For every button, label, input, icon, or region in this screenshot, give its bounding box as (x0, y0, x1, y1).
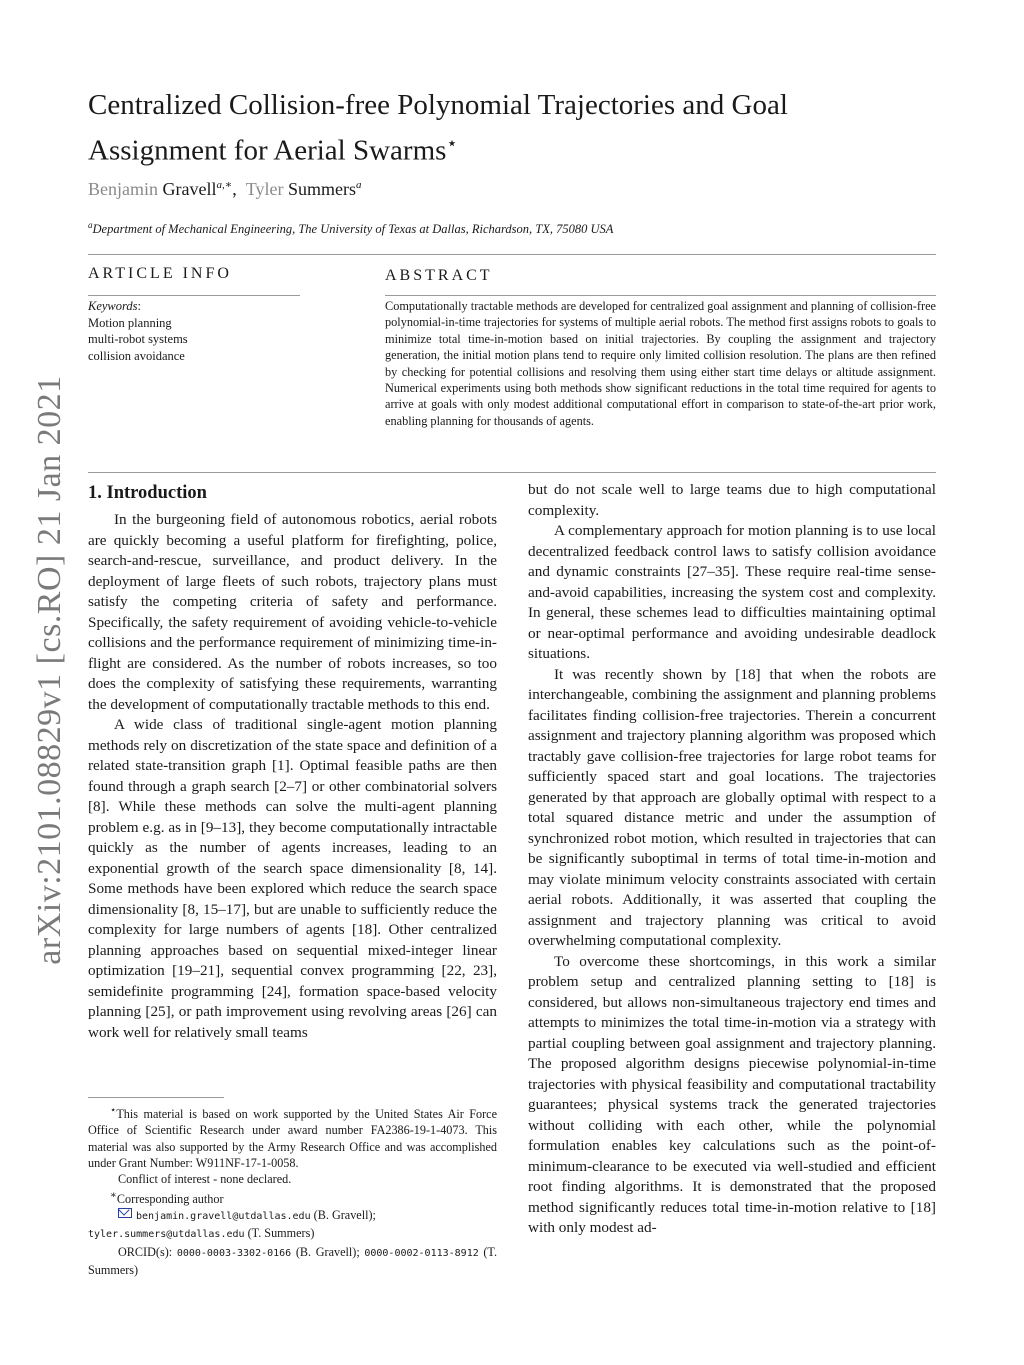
article-info-heading: ARTICLE INFO (88, 265, 232, 282)
email-icon (118, 1208, 132, 1218)
abstract-text: Computationally tractable methods are developed for centralized goal assignment and planning of collision-free polynomial-in-time trajectories for systems of multiple aerial robots. The method first assigns robots to goals to minimize total time-in-motion based on initial trajectories. By coupling the assignment and trajectory generation, the initial motion plans tend to require only limited collision resolution. The plans are then refined by checking for potential collisions and resolving them using either start time delays or altitude assignment. Numerical experiments using both methods show significant reductions in the total time required for agents to arrive at goals with only modest additional computational effort in comparison to state-of-the-art prior work, enabling planning for thousands of agents. (385, 299, 936, 428)
keyword-item: Motion planning (88, 315, 172, 330)
author-1-family-name: Gravell (162, 179, 217, 199)
footnote-divider (88, 1097, 224, 1098)
funding-footnote (88, 1103, 497, 1171)
paragraph: but do not scale well to large teams due to high computational complexity. (528, 481, 936, 519)
conflict-footnote: Conflict of interest - none declared. (118, 1172, 292, 1187)
paper-title (88, 86, 948, 170)
author-2-family-name: Summers (287, 179, 356, 199)
title-line-1: Centralized Collision-free Polynomial Trajectories and Goal (88, 89, 788, 121)
author-separator: , (232, 179, 237, 199)
keywords-block: Keywords: Motion planning multi-robot systems collision avoidance (88, 299, 188, 363)
email-link-summers[interactable]: tyler.summers@utdallas.edu (88, 1229, 245, 1241)
arxiv-identifier-stamp: arXiv:2101.08829v1 [cs.RO] 21 Jan 2021 (31, 375, 68, 965)
affiliation (88, 220, 613, 237)
email-footnote (88, 1207, 497, 1225)
email-link-gravell[interactable]: benjamin.gravell@utdallas.edu (136, 1210, 311, 1222)
email-owner-summers: (T. Summers) (247, 1226, 315, 1241)
funding-footnote-mark: ⋆ (110, 1105, 117, 1116)
author-1-affiliation-mark: a,∗ (216, 179, 233, 191)
funding-footnote-text: This material is based on work supported by the United States Air Force Office of Scientific Research under award number FA2386-19-1-4073. This material was also supported by the Army Research Office and was accomplished under Grant Number: W911NF-17-1-0058. (88, 1107, 497, 1170)
paragraph: It was recently shown by [18] that when the robots are interchangeable, combining the assignment and planning problems facilitates finding collision-free trajectories. Therein a concurrent assignment and trajectory planning algorithm was proposed which tractably gave collision-free trajectories for large robot teams for sufficiently spaced start and goal locations. The trajectories generated by that approach are globally optimal with respect to a total squared distance metric and under the assumption of synchronized robot motion, which resulted in trajectories that can be significantly suboptimal in terms of total time-in-motion and may violate minimum velocity constraints associated with certain aerial robots. Additionally, it was asserted that coupling the assignment and trajectory planning was critical to avoid overwhelming computational complexity. (528, 665, 936, 949)
author-1-given-name: Benjamin (88, 179, 158, 199)
keyword-item: multi-robot systems (88, 332, 188, 346)
title-footnote-mark: ⋆ (446, 133, 458, 153)
email-owner-gravell: (B. Gravell); (313, 1207, 376, 1222)
paragraph: A complementary approach for motion planning is to use local decentralized feedback control laws to satisfy collision avoidance and dynamic constraints [27–35]. These require real-time sense-and-avoid capabilities, increasing the system cost and complexity. In general, these schemes lead to difficulties maintaining optimal or near-optimal performance and avoiding undesirable deadlock situations. (528, 522, 936, 662)
section-heading-introduction: 1. Introduction (88, 483, 207, 503)
paragraph: To overcome these shortcomings, in this work a similar problem setup and centralized planning setting to [18] is considered, but allows non-simultaneous trajectory end times and attempts to minimizes the total time-in-motion via a strategy with partial coupling between goal assignment and trajectory planning. The proposed algorithm designs piecewise polynomial-in-time trajectories with physical feasibility and computational tractability guarantees; physical systems track the generated trajectories without colliding with each other, while the polynomial formulation enables key calculations such as the point-of-minimum-clearance to be executed via well-studied and efficient root finding algorithms. It is demonstrated that the proposed method significantly reduces total time-in-motion relative to [18] with only modest ad- (528, 952, 936, 1236)
orcid-summers[interactable]: 0000-0002-0113-8912 (364, 1247, 479, 1259)
corresponding-author-text: Corresponding author (116, 1191, 224, 1206)
orcid-footnote (88, 1244, 497, 1279)
abstract-heading: ABSTRACT (385, 267, 493, 284)
keyword-item: collision avoidance (88, 348, 185, 363)
corresponding-mark: ∗ (110, 1189, 117, 1201)
corresponding-author-footnote (88, 1188, 497, 1207)
author-2-affiliation-mark: a (355, 179, 362, 191)
footnotes (88, 1103, 497, 1278)
title-line-2: Assignment for Aerial Swarms (88, 134, 447, 167)
abstract-bottom-divider (88, 472, 936, 473)
orcid-owner-gravell: (B. Gravell); (295, 1244, 360, 1259)
body-left-column (88, 510, 497, 1043)
paragraph: A wide class of traditional single-agent motion planning methods rely on discretization of the state space and definition of a related state-transition graph [1]. Optimal feasible paths are then found through a graph search [2–7] or other combinatorial solvers [8]. While these methods can solve the multi-agent planning problem e.g. as in [9–13], they become computationally intractable quickly as the number of agents increases, leading to an exponential growth of the search space dimensionality [8, 14]. Some methods have been explored which reduce the search space dimensionality [8, 15–17], but are unable to sufficiently reduce the complexity for large numbers of agents [18]. Other centralized planning approaches based on sequential mixed-integer linear optimization [19–21], sequential convex programming [22, 23], semidefinite programming [24], formation space-based velocity planning [25], or path improvement using revolving areas [26] can work well for relatively small teams (88, 716, 497, 1041)
paragraph: In the burgeoning field of autonomous robotics, aerial robots are quickly becoming a useful platform for firefighting, police, search-and-rescue, surveillance, and product delivery. In the deployment of large fleets of such robots, trajectory plans must satisfy the competing criteria of safety and performance. Specifically, the safety requirement of avoiding vehicle-to-vehicle collisions and the performance requirement of minimizing time-in-flight are considered. As the number of robots increases, so too does the complexity of satisfying these requirements, warranting the development of computationally tractable methods to this end. (88, 511, 497, 713)
affiliation-text: Department of Mechanical Engineering, The University of Texas at Dallas, Richardson, TX, 75080 USA (92, 222, 614, 237)
article-info-divider (88, 295, 300, 296)
header-divider (88, 254, 936, 255)
affiliation-mark: a (88, 220, 93, 230)
orcid-gravell[interactable]: 0000-0003-3302-0166 (176, 1247, 292, 1259)
abstract-divider (385, 295, 936, 296)
author-list (88, 178, 361, 200)
orcid-label: ORCID(s): (118, 1244, 173, 1259)
keywords-label: Keywords (88, 299, 138, 313)
orcid-owner-summers: (T. Summers) (88, 1244, 498, 1277)
author-2-given-name: Tyler (245, 179, 284, 199)
body-right-column (528, 480, 936, 1239)
email-footnote-2 (88, 1225, 497, 1243)
